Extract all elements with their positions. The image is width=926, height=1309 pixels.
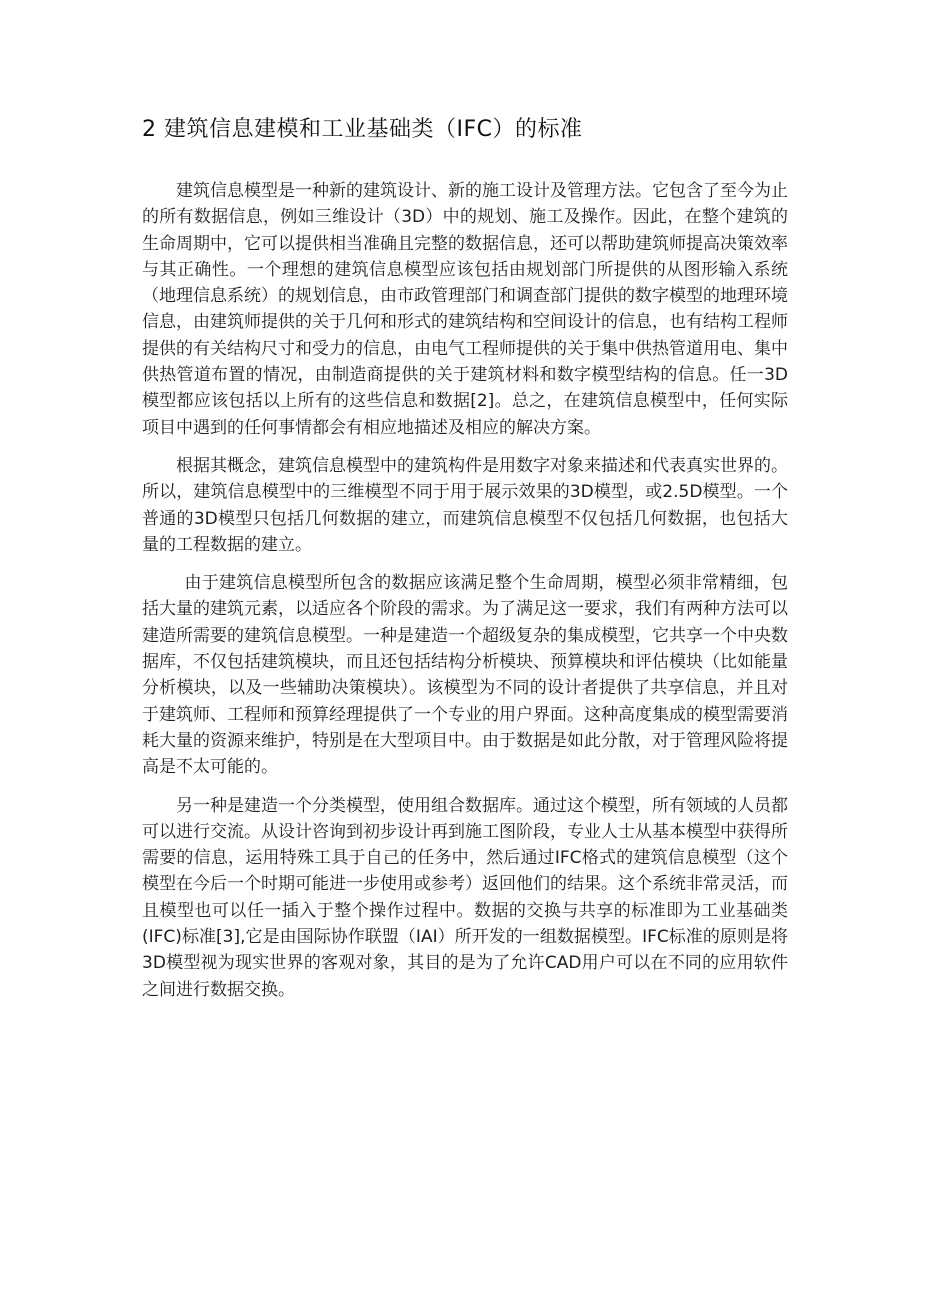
paragraph-bim-definition: 建筑信息模型是一种新的建筑设计、新的施工设计及管理方法。它包含了至今为止的所有数据信息，例如三维设计（3D）中的规划、施工及操作。因此，在整个建筑的生命周期中，它可以提供相当准确且完整的数据信息，还可以帮助建筑师提高决策效率与其正确性。一个理想的建筑信息模型应该包括由规划部门所提供的从图形输入系统（地理信息系统）的规划信息，由市政管理部门和调查部门提供的数字模型的地理环境信息，由建筑师提供的关于几何和形式的建筑结构和空间设计的信息，也有结构工程师提供的有关结构尺寸和受力的信息，由电气工程师提供的关于集中供热管道用电、集中供热管道布置的情况，由制造商提供的关于建筑材料和数字模型结构的信息。任一3D模型都应该包括以上所有的这些信息和数据[2]。总之，在建筑信息模型中，任何实际项目中遇到的任何事情都会有相应地描述及相应的解决方案。	[142, 181, 788, 438]
section-title: 2 建筑信息建模和工业基础类（IFC）的标准	[142, 117, 583, 142]
paragraph-bim-concept: 根据其概念，建筑信息模型中的建筑构件是用数字对象来描述和代表真实世界的。所以，建筑信息模型中的三维模型不同于用于展示效果的3D模型，或2.5D模型。一个普通的3D模型只包括几何数据的建立，而建筑信息模型不仅包括几何数据，也包括大量的工程数据的建立。	[142, 455, 788, 555]
paragraph-classified-model-ifc: 另一种是建造一个分类模型，使用组合数据库。通过这个模型，所有领域的人员都可以进行交流。从设计咨询到初步设计再到施工图阶段，专业人士从基本模型中获得所需要的信息，运用特殊工具于自己的任务中，然后通过IFC格式的建筑信息模型（这个模型在今后一个时期可能进一步使用或参考）返回他们的结果。这个系统非常灵活，而且模型也可以任一插入于整个操作过程中。数据的交换与共享的标准即为工业基础类(IFC)标准[3],它是由国际协作联盟（IAI）所开发的一组数据模型。IFC标准的原则是将3D模型视为现实世界的客观对象，其目的是为了允许CAD用户可以在不同的应用软件之间进行数据交换。	[142, 795, 788, 1000]
paragraph-integrated-model: 由于建筑信息模型所包含的数据应该满足整个生命周期，模型必须非常精细，包括大量的建筑元素，以适应各个阶段的需求。为了满足这一要求，我们有两种方法可以建造所需要的建筑信息模型。一种是建造一个超级复杂的集成模型，它共享一个中央数据库，不仅包括建筑模块，而且还包括结构分析模块、预算模块和评估模块（比如能量分析模块，以及一些辅助决策模块）。该模型为不同的设计者提供了共享信息，并且对于建筑师、工程师和预算经理提供了一个专业的用户界面。这种高度集成的模型需要消耗大量的资源来维护，特别是在大型项目中。由于数据是如此分散，对于管理风险将提高是不太可能的。	[142, 573, 788, 778]
document-page	[142, 112, 788, 1015]
